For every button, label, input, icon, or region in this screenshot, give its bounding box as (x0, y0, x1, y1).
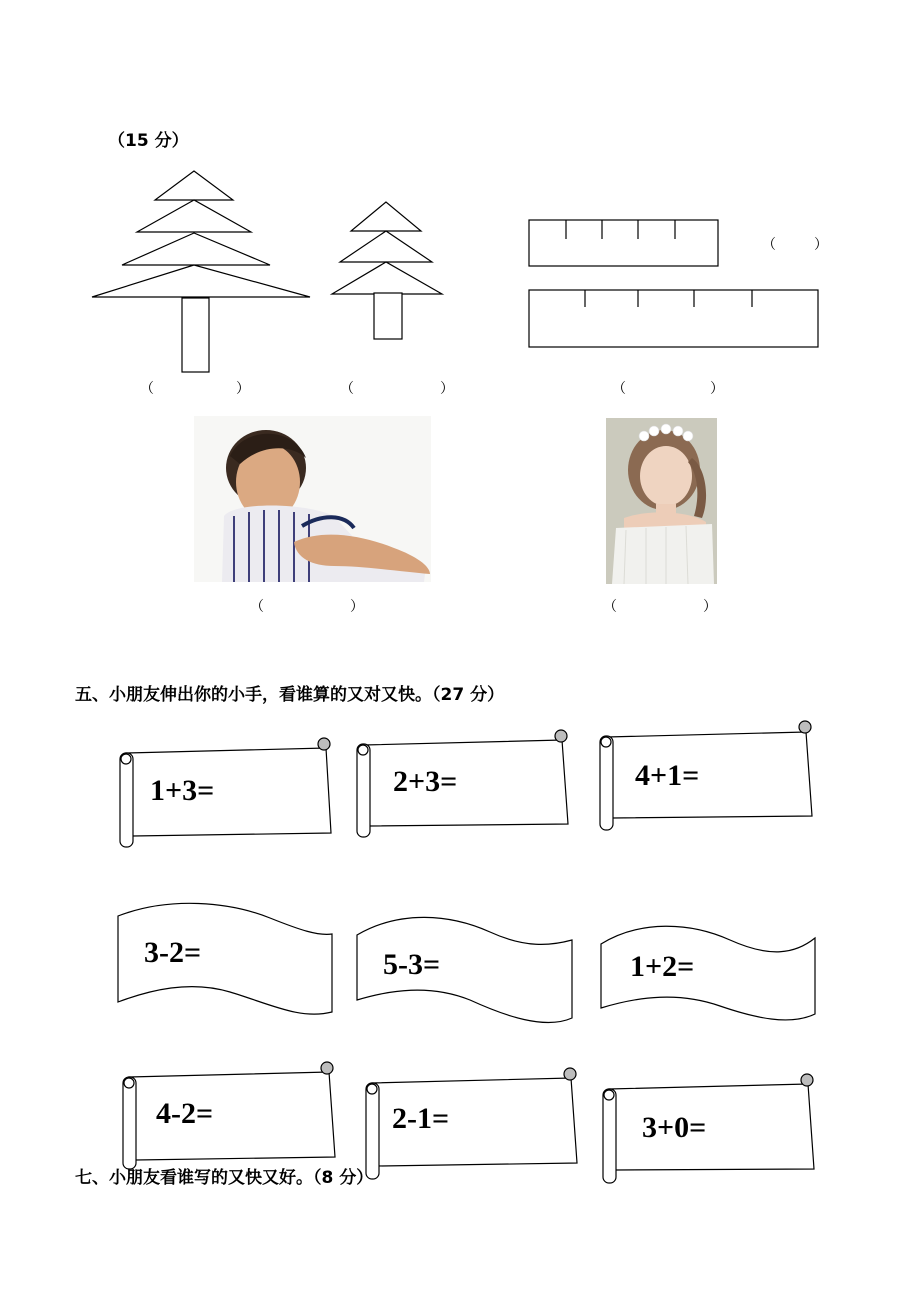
math-problem: 2-1= (392, 1102, 450, 1135)
answer-paren-open: （ (340, 381, 354, 397)
section-points: （15 分） (108, 131, 189, 151)
scroll-banner (600, 721, 812, 830)
short-tree-figure (332, 202, 442, 339)
answer-paren-close: ） (814, 237, 828, 253)
answer-paren-open: （ (140, 381, 154, 397)
math-problem: 1+2= (630, 950, 695, 983)
answer-paren-open: （ (250, 599, 264, 615)
answer-paren-open: （ (612, 381, 626, 397)
section-seven-title: 七、小朋友看谁写的又快又好。（8 分） (75, 1168, 374, 1188)
answer-paren-close: ） (440, 381, 454, 397)
tall-tree-figure (92, 171, 310, 372)
answer-paren-close: ） (710, 381, 724, 397)
math-problem: 3+0= (642, 1111, 707, 1144)
scroll-banner (357, 730, 568, 837)
short-ruler-figure (529, 220, 718, 266)
scroll-banner (603, 1074, 814, 1183)
girl-photo (606, 418, 717, 584)
long-ruler-figure (529, 290, 818, 347)
scroll-banner (123, 1062, 335, 1169)
math-problem: 4+1= (635, 759, 700, 792)
answer-paren-close: ） (236, 381, 250, 397)
section-five-title: 五、小朋友伸出你的小手，看谁算的又对又快。（27 分） (75, 685, 505, 705)
answer-paren-open: （ (762, 237, 776, 253)
math-problem: 3-2= (144, 936, 202, 969)
math-problem: 2+3= (393, 765, 458, 798)
math-problem: 4-2= (156, 1097, 214, 1130)
answer-paren-open: （ (603, 599, 617, 615)
math-problem: 5-3= (383, 948, 441, 981)
answer-paren-close: ） (350, 599, 364, 615)
boy-photo (194, 416, 431, 582)
answer-paren-close: ） (703, 599, 717, 615)
math-problem: 1+3= (150, 774, 215, 807)
